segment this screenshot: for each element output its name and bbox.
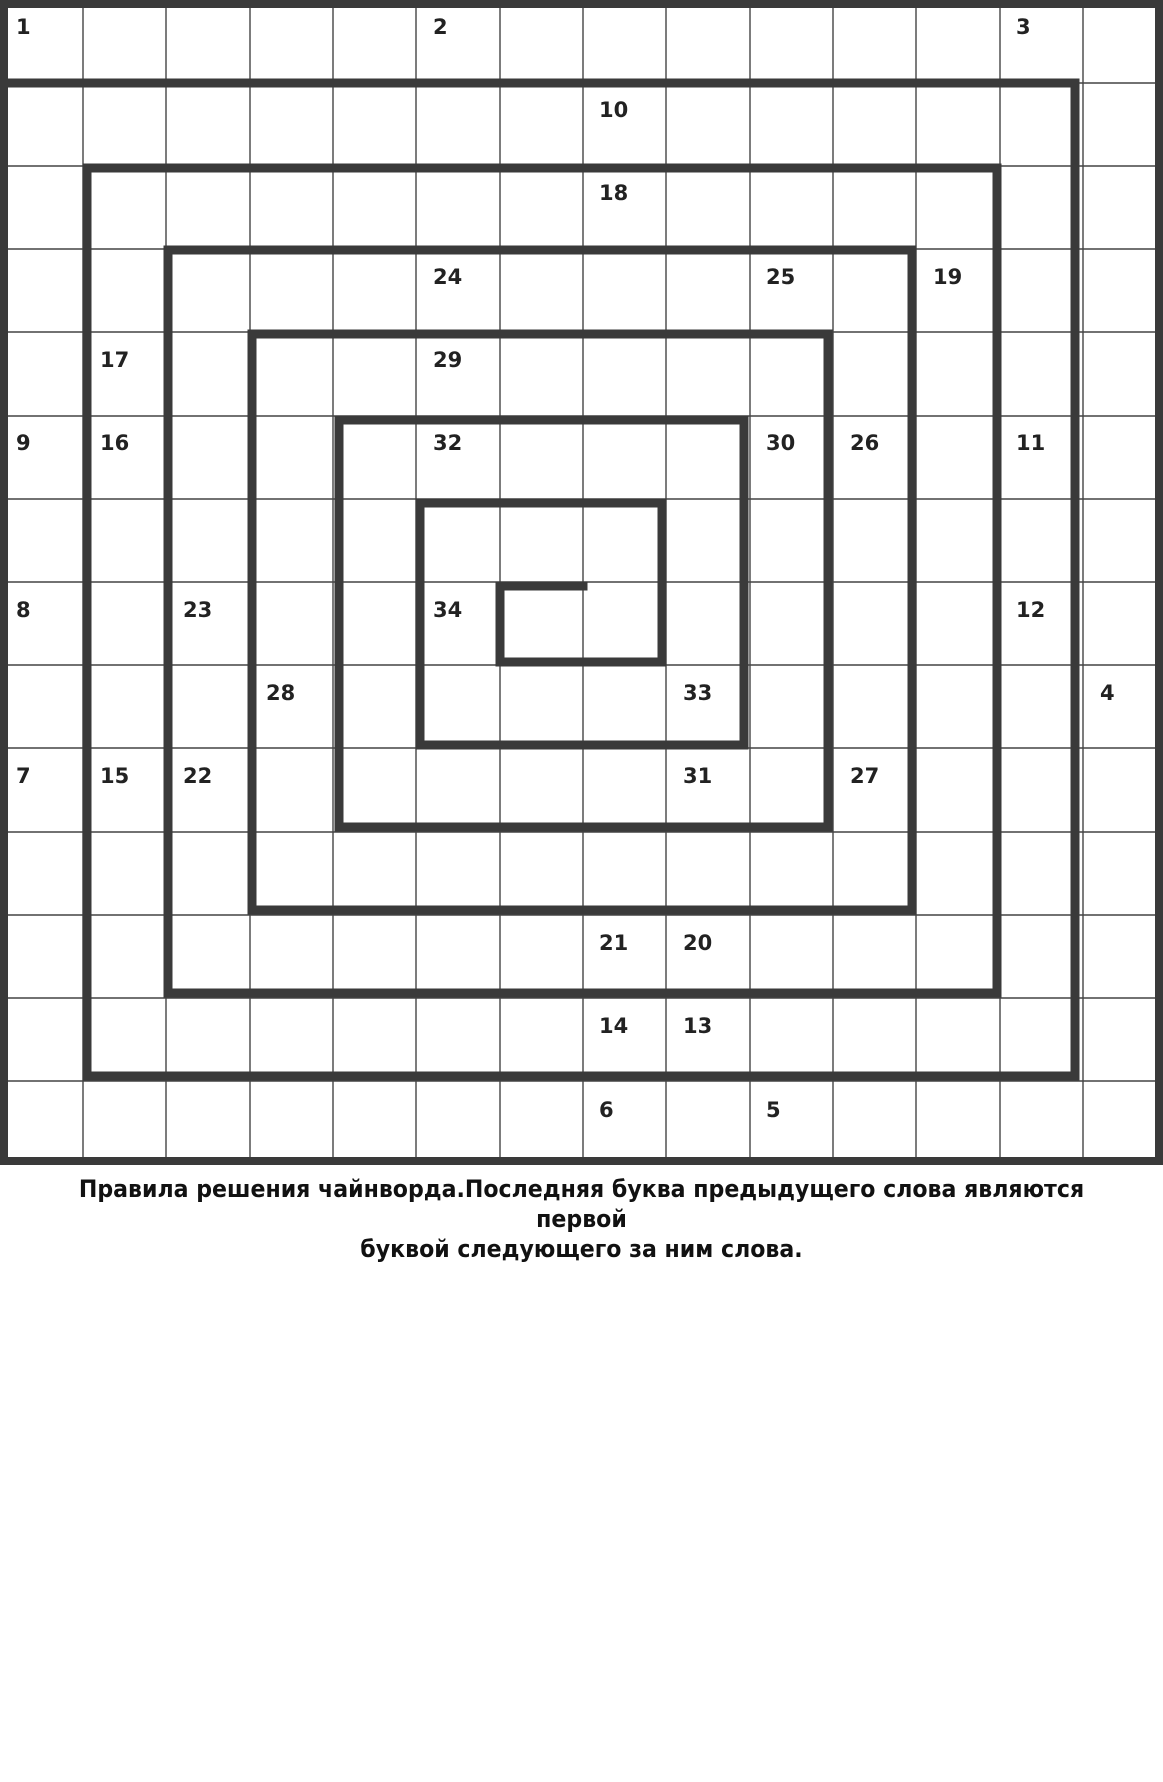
clue-number-24: 24 [433,265,463,289]
clue-number-16: 16 [100,431,130,455]
clue-number-7: 7 [16,764,31,788]
clue-number-5: 5 [766,1098,781,1122]
clue-number-17: 17 [100,348,130,372]
clue-number-9: 9 [16,431,31,455]
clue-number-12: 12 [1016,598,1046,622]
clue-number-10: 10 [599,98,629,122]
clue-number-30: 30 [766,431,796,455]
rules-text [65,1174,1098,1264]
clue-number-2: 2 [433,15,448,39]
clue-number-28: 28 [266,681,296,705]
clue-numbers [16,15,1115,1122]
clue-number-26: 26 [850,431,880,455]
rules-line-2: буквой следующего за ним слова. [360,1235,803,1263]
clue-number-8: 8 [16,598,31,622]
clue-number-33: 33 [683,681,713,705]
clue-number-22: 22 [183,764,213,788]
clue-number-4: 4 [1100,681,1115,705]
clue-number-32: 32 [433,431,463,455]
clue-number-29: 29 [433,348,463,372]
spiral-wall [4,83,1075,1076]
clue-number-25: 25 [766,265,796,289]
clue-number-14: 14 [599,1014,629,1038]
clue-number-23: 23 [183,598,213,622]
clue-number-21: 21 [599,931,629,955]
clue-number-11: 11 [1016,431,1046,455]
clue-number-1: 1 [16,15,31,39]
clue-number-15: 15 [100,764,130,788]
clue-number-18: 18 [599,181,629,205]
clue-number-34: 34 [433,598,463,622]
clue-number-13: 13 [683,1014,713,1038]
clue-number-31: 31 [683,764,713,788]
clue-number-27: 27 [850,764,880,788]
rules-line-1: Правила решения чайнворда.Последняя буква предыдущего слова являются первой [78,1175,1085,1233]
clue-number-19: 19 [933,265,963,289]
clue-number-3: 3 [1016,15,1031,39]
clue-number-20: 20 [683,931,713,955]
clue-number-6: 6 [599,1098,614,1122]
